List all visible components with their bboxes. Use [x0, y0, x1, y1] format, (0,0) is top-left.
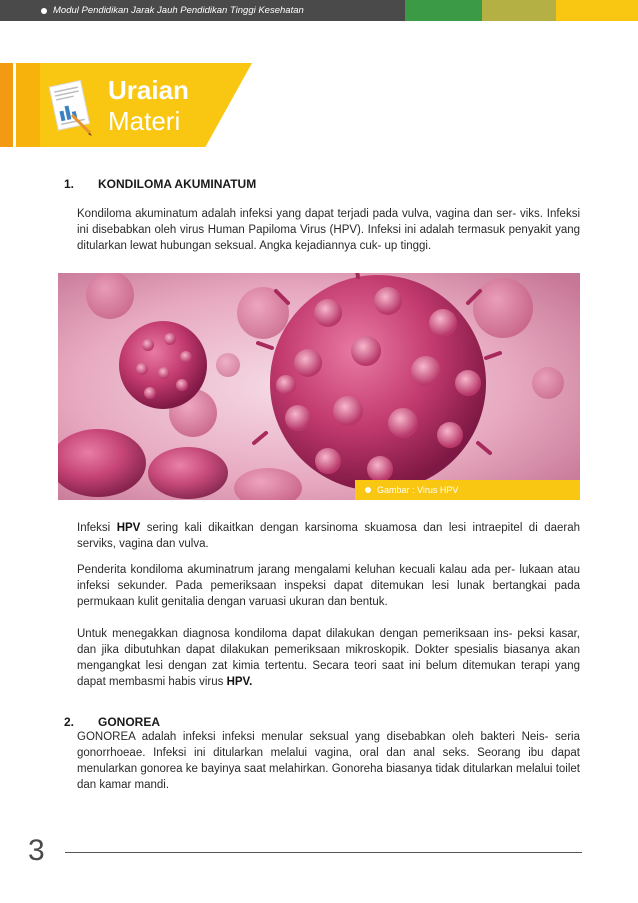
header-color-block-olive — [482, 0, 556, 21]
section1-paragraph1: Kondiloma akuminatum adalah infeksi yang dapat terjadi pada vulva, vagina dan ser- viks. Infeksi ini disebabkan oleh virus Human Papiloma Virus (HPV). Infeksi ini adalah termasuk penyakit yang ditularkan lewat hubungan seksual. Angka kejadiannya cuk- up tinggi. — [77, 208, 580, 252]
section2-heading — [64, 715, 160, 729]
virus-illustration — [58, 273, 580, 500]
header-color-block-green — [405, 0, 482, 21]
figure-caption — [355, 480, 580, 500]
bullet-dot-icon — [41, 8, 47, 14]
p2-text-end: sering kali dikaitkan dengan karsinoma skuamosa dan lesi intraepitel di daerah serviks, vagina dan vulva. — [77, 522, 581, 550]
module-title: Modul Pendidikan Jarak Jauh Pendidikan Tinggi Kesehatan — [53, 5, 304, 16]
badge-title-line2: Materi — [108, 106, 181, 136]
document-chart-icon — [48, 79, 94, 137]
section-badge — [0, 63, 252, 147]
p2-text-start: Infeksi — [77, 522, 117, 534]
badge-title-line1: Uraian — [108, 75, 189, 105]
footer-rule — [65, 852, 582, 853]
section1-title: KONDILOMA AKUMINATUM — [98, 177, 257, 191]
caption-dot-icon — [365, 487, 371, 493]
section1-paragraph2 — [77, 520, 580, 552]
p4-text-start: Untuk menegakkan diagnosa kondiloma dapat dilakukan dengan pemeriksaan ins- peksi kasar, dan jika dibutuhkan dapat dilakukan pemeriksaan mikroskopik. Dokter spesialis biasanya akan mengangkat lesi dengan zat kimia tertentu. Secara teori saat ini belum ditemukan terapi yang dapat membasmi habis virus — [77, 628, 580, 688]
section1-paragraph3: Penderita kondiloma akuminatrum jarang mengalami keluhan kecuali kalau ada per- lukaan atau infeksi sekunder. Pada pemeriksaan inspeksi dapat ditemukan lesi lunak bertangkai pada permukaan kulit genitalia dengan varuasi ukuran dan bentuk. — [77, 564, 580, 608]
badge-stripe-orange — [0, 63, 13, 147]
section2-title: GONOREA — [98, 715, 161, 729]
badge-stripe-amber — [16, 63, 40, 147]
section1-paragraph4 — [77, 626, 580, 690]
hpv-virus-image — [58, 273, 580, 500]
section1-heading — [64, 177, 256, 191]
section2-paragraph1: GONOREA adalah infeksi infeksi menular seksual yang disebabkan oleh bakteri Neis- seria gonorrhoeae. Infeksi ini ditularkan melalui vagina, oral dan anal seks. Seorang ibu dapat menularkan gonorea ke bayinya saat melahirkan. Gonoreha biasanya tidak ditularkan melalui toilet dan kamar mandi. — [77, 731, 580, 791]
p2-bold-hpv: HPV — [116, 522, 141, 534]
p4-bold-hpv: HPV. — [226, 676, 253, 688]
header-color-block-yellow — [556, 0, 638, 21]
figure-caption-text: Gambar : Virus HPV — [377, 485, 459, 495]
page-number: 3 — [28, 834, 45, 867]
section2-number: 2. — [64, 715, 75, 729]
header-title-area — [0, 0, 405, 21]
header-bar — [0, 0, 638, 21]
section1-number: 1. — [64, 177, 75, 191]
